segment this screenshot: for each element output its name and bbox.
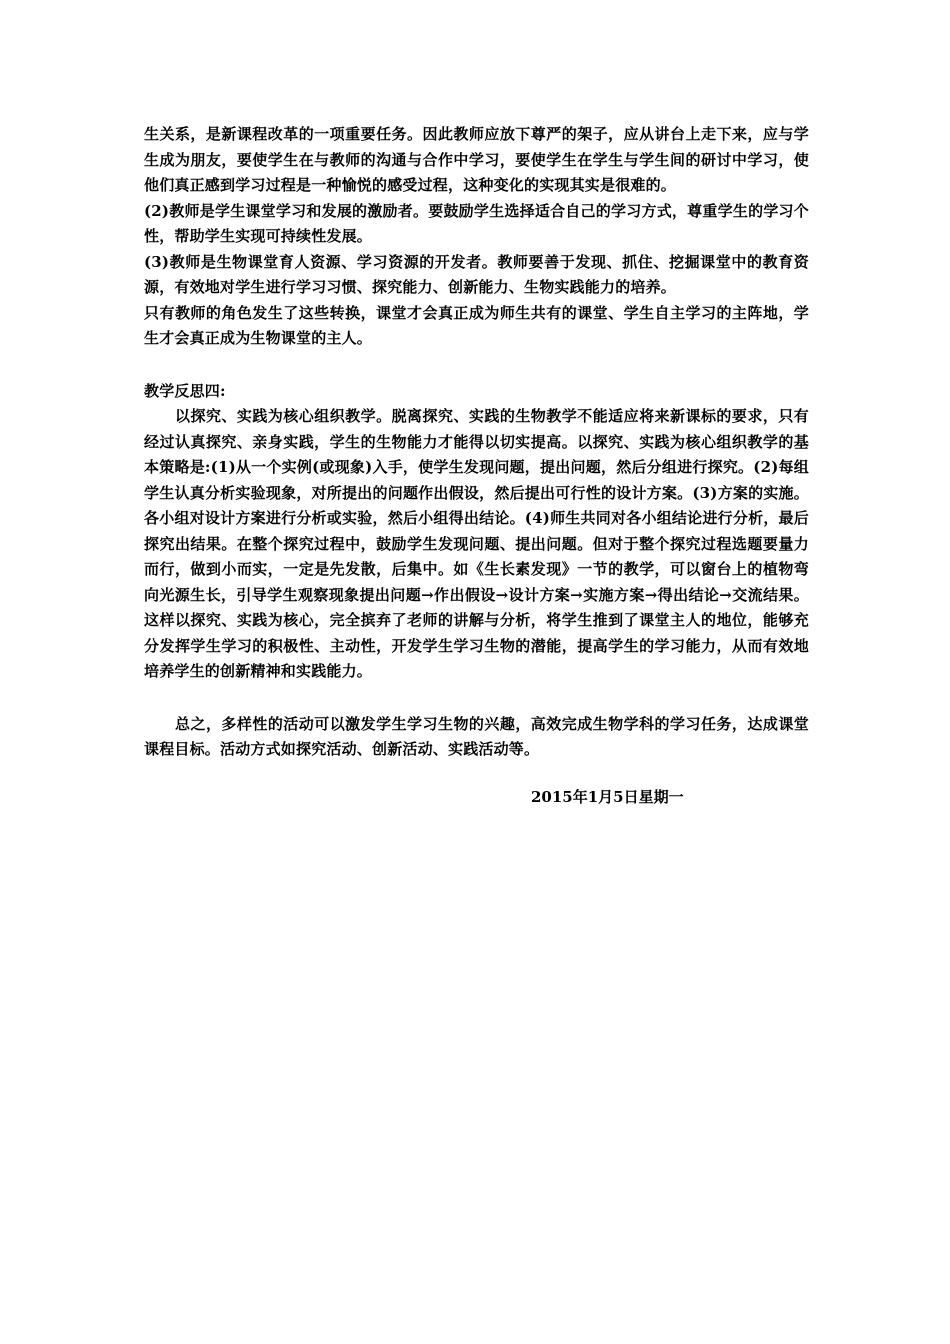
section-heading-reflection-four: 教学反思四: — [144, 381, 226, 400]
paragraph-teacher-as-motivator: (2)教师是学生课堂学习和发展的激励者。要鼓励学生选择适合自己的学习方式，尊重学生的学习个性，帮助学生实现可持续性发展。 — [144, 201, 809, 245]
document-page — [144, 122, 809, 810]
paragraph-summary: 总之，多样性的活动可以激发学生学习生物的兴趣，高效完成生物学科的学习任务，达成课堂课程目标。活动方式如探究活动、创新活动、实践活动等。 — [144, 714, 809, 758]
paragraph-inquiry-practice: 以探究、实践为核心组织教学。脱离探究、实践的生物教学不能适应将来新课标的要求，只有经过认真探究、亲身实践，学生的生物能力才能得以切实提高。以探究、实践为核心组织教学的基本策略是:(1)从一个实例(或现象)入手，使学生发现问题，提出问题，然后分组进行探究。(2)每组学生认真分析实验现象，对所提出的问题作出假设，然后提出可行性的设计方案。(3)方案的实施。各小组对设计方案进行分析或实验，然后小组得出结论。(4)师生共同对各小组结论进行分析，最后探究出结果。在整个探究过程中，鼓励学生发现问题、提出问题。但对于整个探究过程选题要量力而行，做到小而实，一定是先发散，后集中。如《生长素发现》一节的教学，可以窗台上的植物弯向光源生长，引导学生观察现象提出问题→作出假设→设计方案→实施方案→得出结论→交流结果。这样以探究、实践为核心，完全摈弃了老师的讲解与分析，将学生推到了课堂主人的地位，能够充分发挥学生学习的积极性、主动性，开发学生学习生物的潜能，提高学生的学习能力，从而有效地培养学生的创新精神和实践能力。 — [144, 407, 809, 680]
paragraph-teacher-student-relationship: 生关系，是新课程改革的一项重要任务。因此教师应放下尊严的架子，应从讲台上走下来，应与学生成为朋友，要使学生在与教师的沟通与合作中学习，要使学生在学生与学生间的研讨中学习，使他们真正感到学习过程是一种愉悦的感受过程，这种变化的实现其实是很难的。 — [144, 125, 809, 194]
document-date: 2015年1月5日星期一 — [531, 787, 684, 806]
paragraph-role-transformation: 只有教师的角色发生了这些转换，课堂才会真正成为师生共有的课堂、学生自主学习的主阵地，学生才会真正成为生物课堂的主人。 — [144, 303, 809, 347]
paragraph-teacher-as-resource-developer: (3)教师是生物课堂育人资源、学习资源的开发者。教师要善于发现、抓住、挖掘课堂中的教育资源，有效地对学生进行学习习惯、探究能力、创新能力、生物实践能力的培养。 — [144, 252, 809, 296]
